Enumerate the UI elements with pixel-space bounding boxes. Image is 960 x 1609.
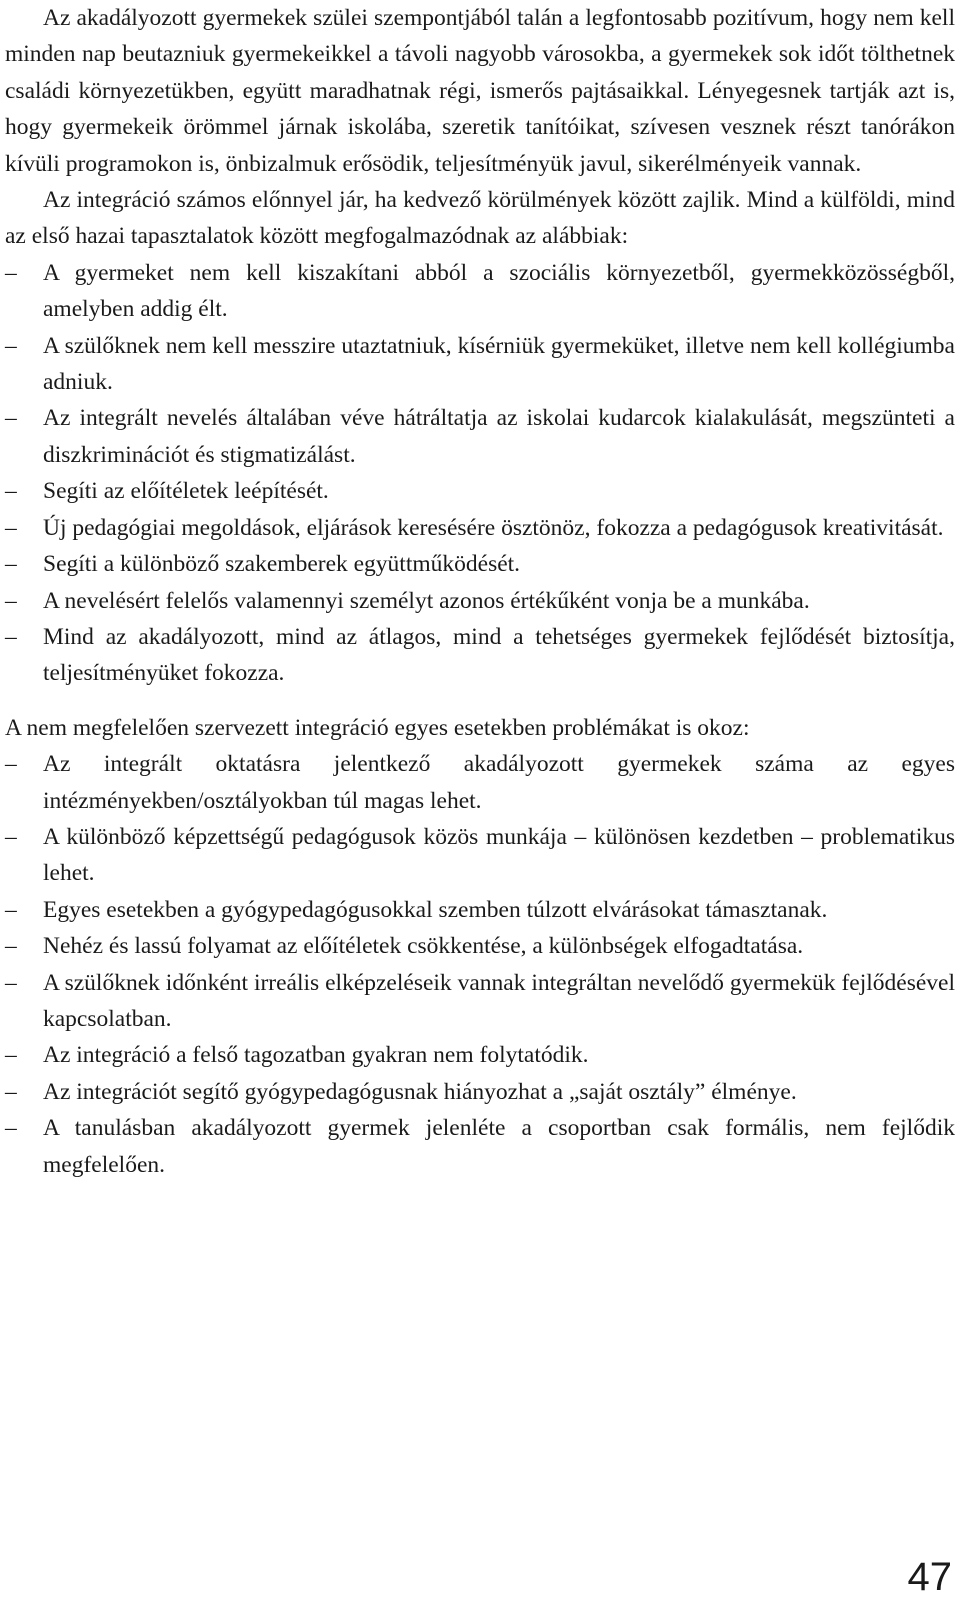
problem-list-item: – Az integrációt segítő gyógypedagógusnak hiányozhat a „saját osztály” élménye. [5, 1074, 955, 1110]
problem-list-item: – A különböző képzettségű pedagógusok közös munkája – különösen kezdetben – problematikus lehet. [5, 819, 955, 892]
problem-list-item: – A tanulásban akadályozott gyermek jelenléte a csoportban csak formális, nem fejlődik megfelelően. [5, 1110, 955, 1183]
problem-list-item: – A szülőknek időnként irreális elképzeléseik vannak integráltan nevelődő gyermekük fejlődésével kapcsolatban. [5, 965, 955, 1038]
advantage-list-item: – A gyermeket nem kell kiszakítani abból a szociális környezetből, gyermekközösségből, amelyben addig élt. [5, 255, 955, 328]
problems-list [5, 746, 955, 1183]
advantage-list-item: – A szülőknek nem kell messzire utaztatniuk, kísérniük gyermeküket, illetve nem kell kollégiumba adniuk. [5, 328, 955, 401]
page-number: 47 [907, 1555, 952, 1599]
advantage-list-item: – Az integrált nevelés általában véve hátráltatja az iskolai kudarcok kialakulását, megszünteti a diszkriminációt és stigmatizálást. [5, 400, 955, 473]
problem-list-item: – Az integrált oktatásra jelentkező akadályozott gyermekek száma az egyes intézményekben/osztályokban túl magas lehet. [5, 746, 955, 819]
advantage-list-item: – Mind az akadályozott, mind az átlagos, mind a tehetséges gyermekek fejlődését biztosítja, teljesítményüket fokozza. [5, 619, 955, 692]
problem-list-item: – Egyes esetekben a gyógypedagógusokkal szemben túlzott elvárásokat támasztanak. [5, 892, 955, 928]
advantage-list-item: – A nevelésért felelős valamennyi személyt azonos értékűként vonja be a munkába. [5, 583, 955, 619]
advantage-list-item: – Új pedagógiai megoldások, eljárások keresésére ösztönöz, fokozza a pedagógusok kreativitását. [5, 510, 955, 546]
advantages-list [5, 255, 955, 692]
problem-list-item: – Nehéz és lassú folyamat az előítéletek csökkentése, a különbségek elfogadtatása. [5, 928, 955, 964]
paragraph-integration-problems-intro: A nem megfelelően szervezett integráció egyes esetekben problémákat is okoz: [5, 714, 750, 741]
document-page [5, 0, 955, 1183]
paragraph-integration-advantages-intro: Az integráció számos előnnyel jár, ha kedvező körülmények között zajlik. Mind a külföldi, mind az első hazai tapasztalatok között megfogalmazódnak az alábbiak: [5, 187, 955, 250]
advantage-list-item: – Segíti a különböző szakemberek együttműködését. [5, 546, 955, 582]
advantage-list-item: – Segíti az előítéletek leépítését. [5, 473, 955, 509]
problem-list-item: – Az integráció a felső tagozatban gyakran nem folytatódik. [5, 1037, 955, 1073]
paragraph-parents-view: Az akadályozott gyermekek szülei szempontjából talán a legfontosabb pozitívum, hogy nem kell minden nap beutazniuk gyermekeikkel a távoli nagyobb városokba, a gyermekek sok időt tölthetnek családi környezetükben, együtt maradhatnak régi, ismerős pajtásaikkal. Lényegesnek tartják azt is, hogy gyermekeik örömmel járnak iskolába, szeretik tanítóikat, szívesen vesznek részt tanórákon kívüli programokon is, önbizalmuk erősödik, teljesítményük javul, sikerélményeik vannak. [5, 5, 955, 177]
